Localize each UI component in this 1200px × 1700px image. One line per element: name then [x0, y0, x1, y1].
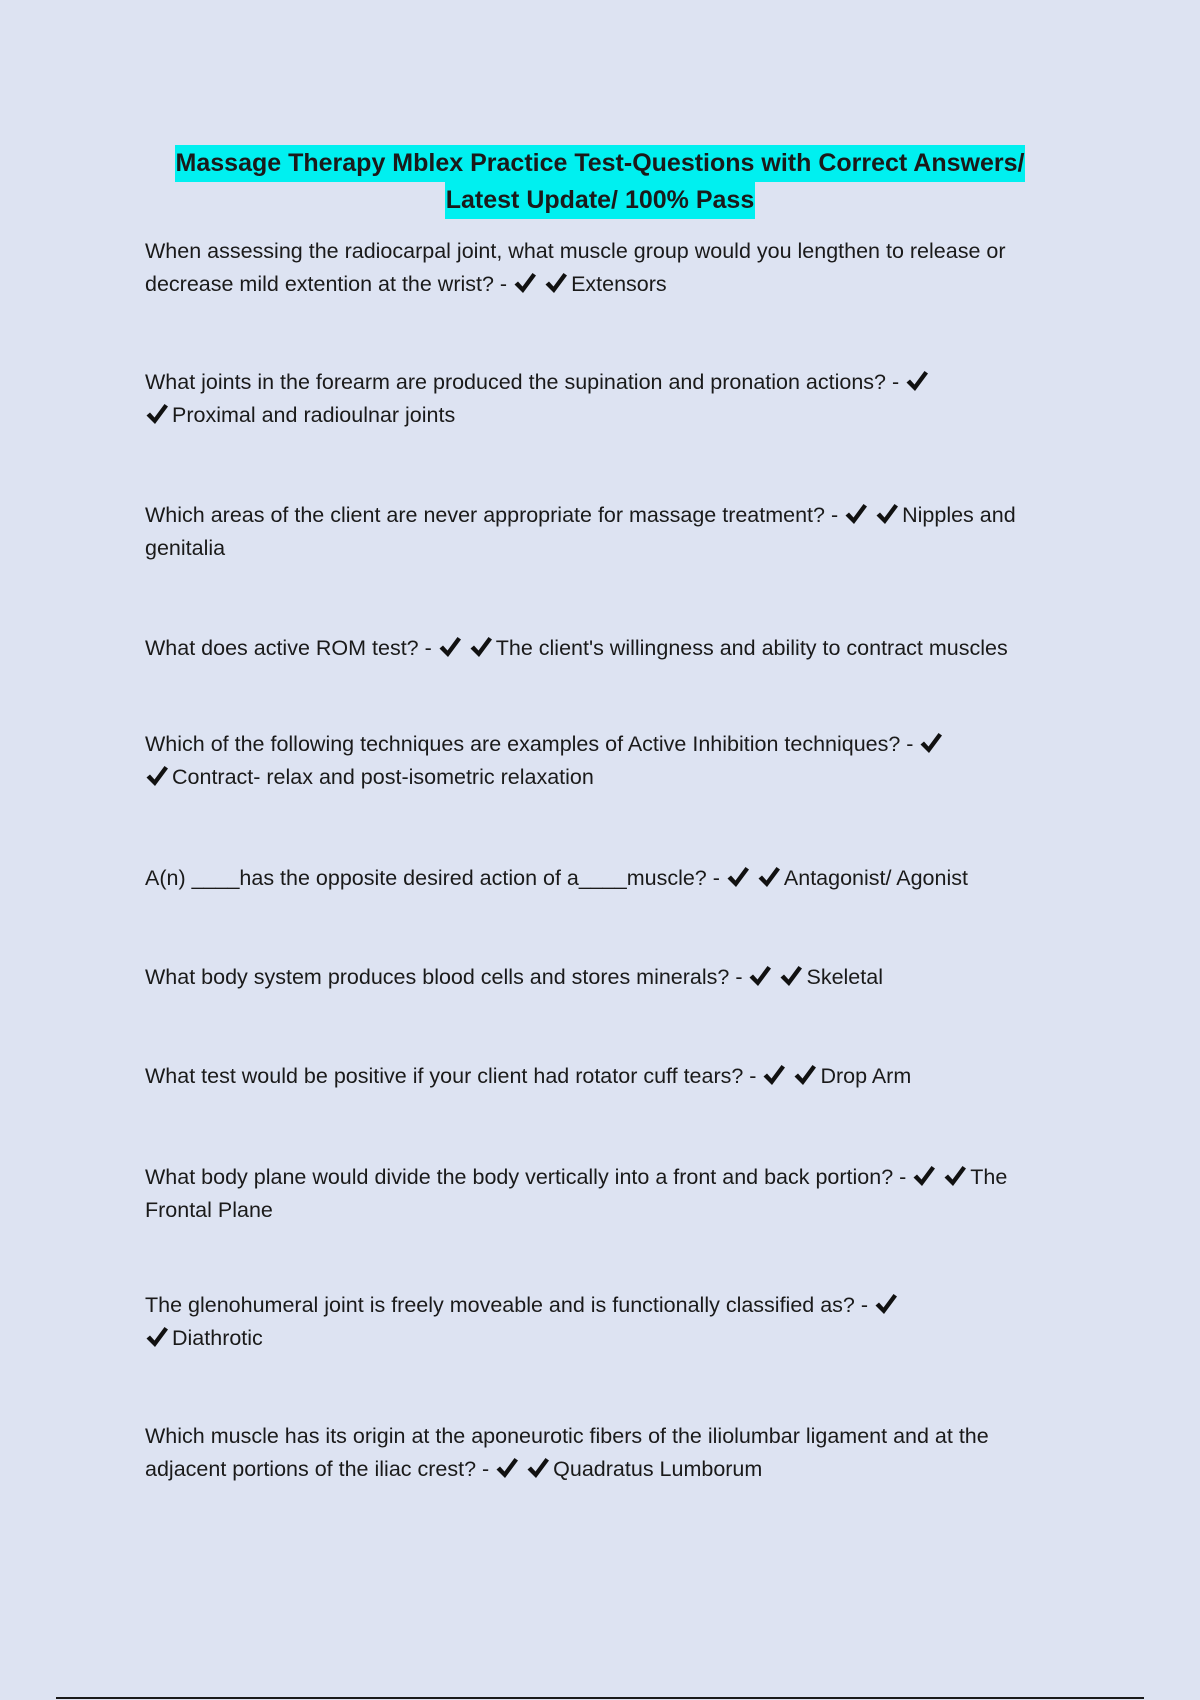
title-line-1: Massage Therapy Mblex Practice Test-Questions with Correct Answers/ — [175, 145, 1026, 182]
check-mark-icon — [145, 1325, 169, 1349]
check-mark-icon — [919, 731, 943, 755]
qa-item — [145, 1060, 1065, 1093]
question-text: Which areas of the client are never appropriate for massage treatment? - — [145, 503, 839, 527]
answer-text: Skeletal — [806, 965, 883, 989]
question-text: The glenohumeral joint is freely moveable and is functionally classified as? - — [145, 1293, 869, 1317]
check-mark-icon — [495, 1456, 519, 1480]
question-text: What test would be positive if your client had rotator cuff tears? - — [145, 1064, 757, 1088]
question-text: Which muscle has its origin at the aponeurotic fibers of the iliolumbar ligament and at the adjacent portions of the iliac crest? - — [145, 1424, 989, 1481]
question-text: What does active ROM test? - — [145, 636, 432, 660]
qa-item — [145, 632, 1065, 665]
check-mark-icon — [943, 1164, 967, 1188]
question-text: When assessing the radiocarpal joint, what muscle group would you lengthen to release or decrease mild extention at the wrist? - — [145, 239, 1006, 296]
answer-text: Contract- relax and post-isometric relaxation — [172, 765, 594, 789]
footer-divider — [56, 1697, 1144, 1699]
qa-item — [145, 499, 1065, 565]
title-line-2: Latest Update/ 100% Pass — [445, 182, 755, 219]
check-mark-icon — [544, 271, 568, 295]
question-text: Which of the following techniques are examples of Active Inhibition techniques? - — [145, 732, 914, 756]
check-mark-icon — [757, 865, 781, 889]
answer-text: Drop Arm — [820, 1064, 912, 1088]
answer-text: The client's willingness and ability to contract muscles — [495, 636, 1008, 660]
qa-item — [145, 366, 955, 432]
check-mark-icon — [748, 964, 772, 988]
check-mark-icon — [513, 271, 537, 295]
answer-text: Antagonist/ Agonist — [783, 866, 968, 890]
question-text: What joints in the forearm are produced the supination and pronation actions? - — [145, 370, 900, 394]
answer-text: Diathrotic — [172, 1326, 263, 1350]
check-mark-icon — [779, 964, 803, 988]
check-mark-icon — [844, 502, 868, 526]
answer-text: Quadratus Lumborum — [553, 1457, 763, 1481]
question-text: What body plane would divide the body vertically into a front and back portion? - — [145, 1165, 907, 1189]
answer-text: The Frontal Plane — [145, 1165, 1008, 1222]
answer-text: Nipples and genitalia — [145, 503, 1016, 560]
answer-text: Extensors — [571, 272, 667, 296]
answer-text: Proximal and radioulnar joints — [172, 403, 456, 427]
check-mark-icon — [145, 764, 169, 788]
check-mark-icon — [438, 635, 462, 659]
check-mark-icon — [145, 402, 169, 426]
check-mark-icon — [526, 1456, 550, 1480]
qa-item — [145, 961, 1065, 994]
check-mark-icon — [469, 635, 493, 659]
qa-item — [145, 1420, 1065, 1486]
check-mark-icon — [726, 865, 750, 889]
qa-item — [145, 862, 1065, 895]
question-text: What body system produces blood cells and stores minerals? - — [145, 965, 743, 989]
question-text: A(n) ____has the opposite desired action of a____muscle? - — [145, 866, 720, 890]
check-mark-icon — [874, 1292, 898, 1316]
qa-item — [145, 1161, 1065, 1227]
check-mark-icon — [875, 502, 899, 526]
document-title — [0, 145, 1200, 219]
check-mark-icon — [762, 1063, 786, 1087]
check-mark-icon — [793, 1063, 817, 1087]
check-mark-icon — [912, 1164, 936, 1188]
qa-item — [145, 728, 955, 794]
qa-item — [145, 1289, 905, 1355]
qa-item — [145, 235, 1065, 301]
check-mark-icon — [905, 369, 929, 393]
